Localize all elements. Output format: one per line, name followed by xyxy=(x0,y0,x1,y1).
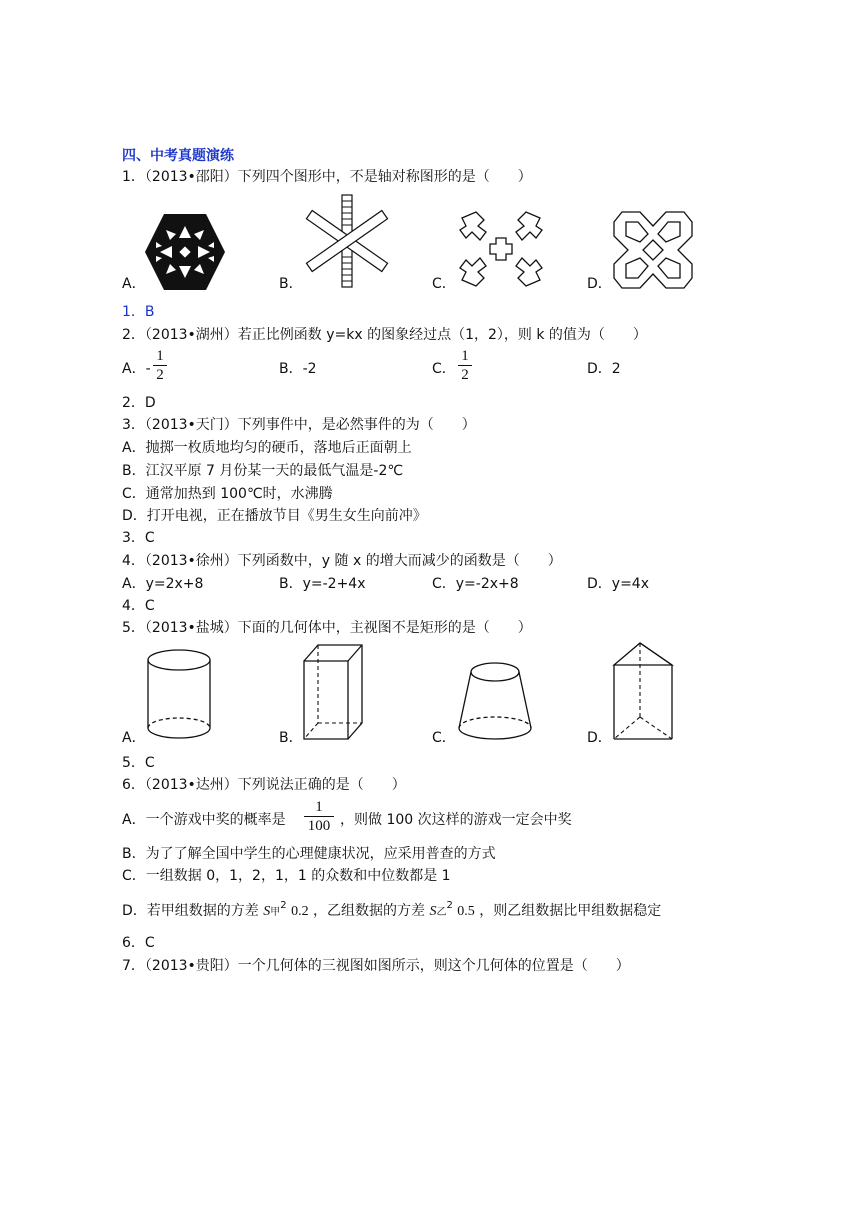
q6-option-a-after: ，则做 100 次这样的游戏一定会中奖 xyxy=(340,812,572,828)
q2-option-a-numerator: 1 xyxy=(156,348,164,364)
question-3-stem: 3．（2013•天门）下列事件中，是必然事件的为（ ） xyxy=(122,417,476,433)
q6-option-c: C．一组数据 0，1，2，1，1 的众数和中位数都是 1 xyxy=(122,868,451,884)
q5-figure-a-cylinder xyxy=(146,648,212,740)
question-1-stem: 1．（2013•邵阳）下列四个图形中，不是轴对称图形的是（ ） xyxy=(122,169,532,185)
q3-option-a: A．抛掷一枚质地均匀的硬币，落地后正面朝上 xyxy=(122,440,412,456)
q5-figure-c-frustum xyxy=(456,660,534,742)
q5-option-b-label: B． xyxy=(279,730,303,746)
q3-answer: 3．C xyxy=(122,530,155,546)
q2-option-c-numerator: 1 xyxy=(461,348,469,364)
q1-option-a-label: A． xyxy=(122,276,146,292)
question-2-stem: 2．（2013•湖州）若正比例函数 y=kx 的图象经过点（1，2），则 k 的值为（ ） xyxy=(122,327,647,343)
q1-figure-b-ladder-star xyxy=(305,193,389,289)
q2-option-b: B．-2 xyxy=(279,361,317,377)
q5-answer: 5．C xyxy=(122,755,155,771)
q2-option-c-prefix: C． xyxy=(432,361,456,377)
q3-option-d: D．打开电视，正在播放节目《男生女生向前冲》 xyxy=(122,508,427,524)
q6-option-d-before: D．若甲组数据的方差 xyxy=(122,903,259,919)
q1-answer: 1．B xyxy=(122,304,155,320)
q2-option-d: D．2 xyxy=(587,361,621,377)
q1-option-b-label: B． xyxy=(279,276,303,292)
q2-answer: 2．D xyxy=(122,395,156,411)
q2-option-c-denominator: 2 xyxy=(461,367,469,383)
q1-option-c-label: C． xyxy=(432,276,456,292)
q6-answer: 6．C xyxy=(122,935,155,951)
q6-variance-exponent-a: 2 xyxy=(280,900,287,911)
q3-option-c: C．通常加热到 100℃时，水沸腾 xyxy=(122,486,333,502)
q4-answer: 4．C xyxy=(122,598,155,614)
question-6-stem: 6．（2013•达州）下列说法正确的是（ ） xyxy=(122,777,406,793)
q6-option-a-fraction xyxy=(304,798,334,835)
q4-option-d: D．y=4x xyxy=(587,576,649,592)
q5-option-d-label: D． xyxy=(587,730,612,746)
q1-figure-c-arrow-cross xyxy=(456,210,546,288)
q6-option-d-mid: ，乙组数据的方差 xyxy=(313,903,426,919)
q4-option-a: A．y=2x+8 xyxy=(122,576,204,592)
q6-option-a-before: A．一个游戏中奖的概率是 xyxy=(122,812,286,828)
q2-option-a-fraction xyxy=(153,347,167,384)
q6-option-a-numerator: 1 xyxy=(315,799,323,815)
q6-variance-exponent-b: 2 xyxy=(446,900,453,911)
question-4-stem: 4．（2013•徐州）下列函数中，y 随 x 的增大而减少的函数是（ ） xyxy=(122,553,562,569)
q1-figure-a-snowflake-hexagon xyxy=(144,212,226,292)
section-title: 四、中考真题演练 xyxy=(122,148,234,164)
q6-variance-value-b: 0.5 xyxy=(457,904,475,919)
q6-variance-value-a: 0.2 xyxy=(291,904,309,919)
q4-option-b: B．y=-2+4x xyxy=(279,576,366,592)
q1-figure-d-x-shape xyxy=(612,210,694,290)
q5-figure-b-rectangular-prism xyxy=(302,643,364,743)
q6-option-b: B．为了了解全国中学生的心理健康状况，应采用普查的方式 xyxy=(122,846,496,862)
question-7-stem: 7．（2013•贵阳）一个几何体的三视图如图所示，则这个几何体的位置是（ ） xyxy=(122,958,630,974)
q2-option-c-fraction xyxy=(458,347,472,384)
q5-option-c-label: C． xyxy=(432,730,456,746)
q3-option-b: B．江汉平原 7 月份某一天的最低气温是-2℃ xyxy=(122,463,404,479)
q6-variance-symbol-b: S乙 xyxy=(429,904,447,919)
q6-option-d xyxy=(122,902,661,922)
q5-figure-d-triangular-prism xyxy=(610,641,674,743)
q6-option-a-denominator: 100 xyxy=(307,818,331,834)
q2-option-a-denominator: 2 xyxy=(156,367,164,383)
q6-variance-symbol-a: S甲 xyxy=(263,904,281,919)
q4-option-c: C．y=-2x+8 xyxy=(432,576,519,592)
q6-option-d-after: ，则乙组数据比甲组数据稳定 xyxy=(479,903,662,919)
question-5-stem: 5．（2013•盐城）下面的几何体中，主视图不是矩形的是（ ） xyxy=(122,620,532,636)
q5-option-a-label: A． xyxy=(122,730,146,746)
q1-option-d-label: D． xyxy=(587,276,612,292)
q2-option-a-prefix: A．- xyxy=(122,361,151,377)
